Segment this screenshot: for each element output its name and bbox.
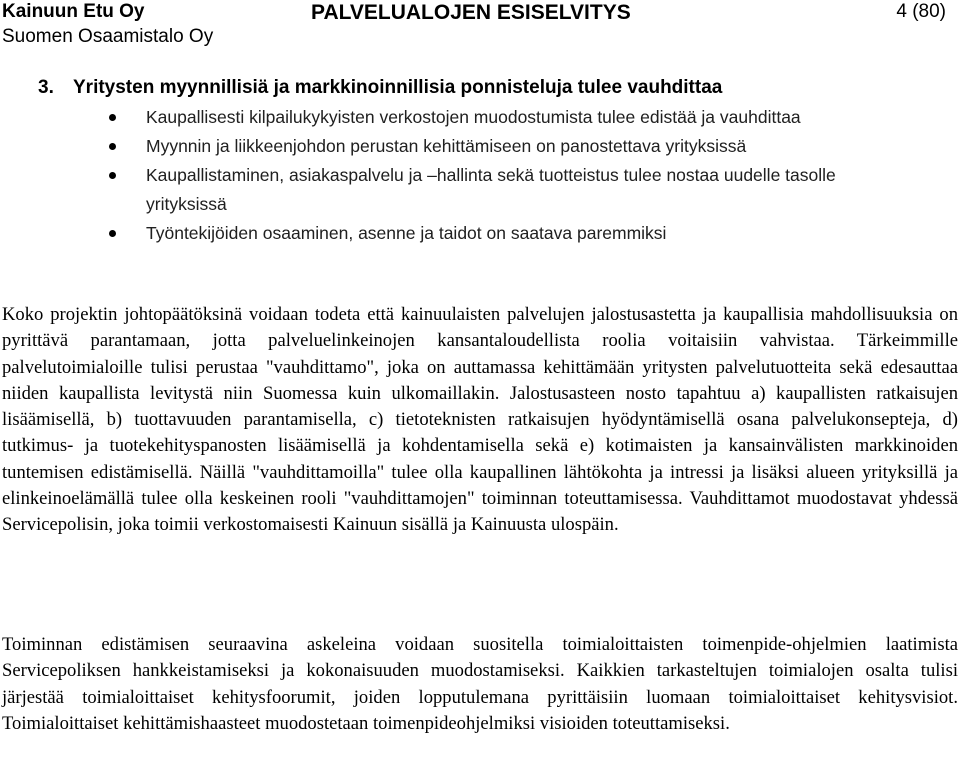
next-steps-paragraph: Toiminnan edistämisen seuraavina askeleina voidaan suositella toimialoittaisten toimenpide-ohjelmien laatimista Servicepoliksen hankkeistamiseksi ja kokonaisuuden muodostamiseksi. Kaikkien tarkasteltujen toimialojen osalta tulisi järjestää toimialoittaiset kehitysfoorumit, joiden lopputulemana pyrittäisiin luomaan toimialoittaiset kehitysvisiot. Toimialoittaiset kehittämishaasteet muodostetaan toimenpideohjelmiksi visioiden toteuttamiseksi.	[2, 634, 958, 734]
bullet-icon	[109, 143, 116, 150]
conclusion-paragraph: Koko projektin johtopäätöksinä voidaan todeta että kainuulaisten palvelujen jalostusastetta ja kaupallisia mahdollisuuksia on pyrittävä parantamaan, jotta palveluelinkeinojen kansantaloudellista roolia voitaisiin vahvistaa. Tärkeimmille palvelutoimialoille tulisi perustaa "vauhdittamo", joka on auttamassa kehittämään yritysten palvelutuotteita sekä edesauttaa niiden kaupallista levitystä niin Suomessa kuin ulkomaillakin. Jalostusasteen nosto tapahtuu a) kaupallisten ratkaisujen lisäämisellä, b) tuottavuuden parantamisella, c) tietoteknisten ratkaisujen hyödyntämisellä osana palvelukonsepteja, d) tutkimus- ja tuotekehityspanosten lisäämisellä ja kohdentamisella sekä e) kotimaisten ja kansainvälisten markkinoiden tuntemisen edistämisellä. Näillä "vauhdittamoilla" tulee olla kaupallinen lähtökohta ja intressi ja lisäksi alueen yrityksillä ja elinkeinoelämällä tulee olla keskeinen rooli "vauhdittamojen" toiminnan toteuttamisessa. Vauhdittamot muodostavat yhdessä Servicepolisin, joka toimii verkostomaisesti Kainuun sisällä ja Kainuusta ulospäin.	[2, 304, 958, 536]
page-header	[0, 0, 960, 50]
list-item-text: Työntekijöiden osaaminen, asenne ja taidot on saatava paremmiksi	[146, 223, 667, 243]
list-item-text: Myynnin ja liikkeenjohdon perustan kehittämiseen on panostettava yrityksissä	[146, 136, 747, 156]
page-number: 4 (80)	[896, 1, 946, 22]
bullet-icon	[109, 114, 116, 121]
list-item	[0, 132, 866, 161]
section-number: 3.	[38, 77, 54, 98]
header-title: PALVELUALOJEN ESISELVITYS	[311, 1, 631, 24]
list-item	[0, 219, 866, 248]
bullet-icon	[109, 172, 116, 179]
header-unit: Suomen Osaamistalo Oy	[2, 26, 214, 47]
list-item	[0, 103, 866, 132]
bullet-list	[0, 103, 960, 248]
section-heading	[38, 75, 722, 101]
list-item-text: Kaupallisesti kilpailukykyisten verkostojen muodostumista tulee edistää ja vauhdittaa	[146, 107, 801, 127]
header-company: Kainuun Etu Oy	[2, 1, 145, 22]
list-item-text: Kaupallistaminen, asiakaspalvelu ja –hallinta sekä tuotteistus tulee nostaa uudelle tasolle yrityksissä	[146, 165, 836, 214]
section-title: Yritysten myynnillisiä ja markkinoinnillisia ponnisteluja tulee vauhdittaa	[73, 77, 723, 98]
bullet-icon	[109, 230, 116, 237]
list-item	[0, 161, 866, 219]
